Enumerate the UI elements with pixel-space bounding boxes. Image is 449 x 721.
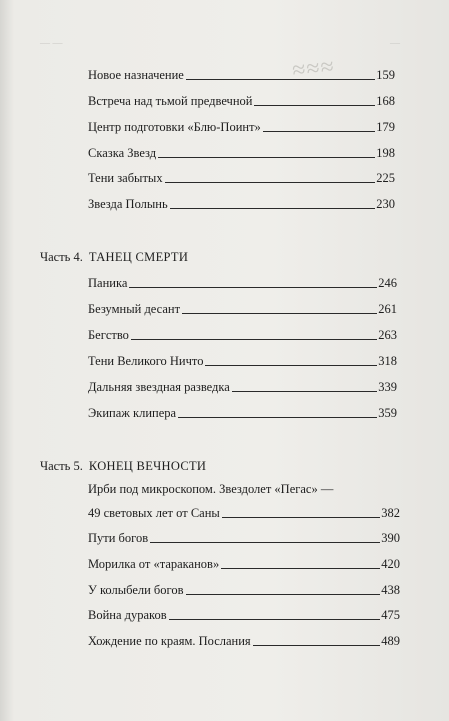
entry-page: 382 — [381, 506, 400, 520]
entry-title: Сказка Звезд — [88, 146, 157, 160]
entry-title: Звезда Полынь — [88, 197, 168, 211]
entry-title: Хождение по краям. Послания — [88, 634, 251, 648]
entry-title: Тени Великого Ничто — [88, 354, 204, 368]
entry-page: 318 — [378, 354, 397, 368]
entry-page: 438 — [381, 583, 400, 597]
entry-title: Тени забытых — [88, 171, 163, 185]
leader-line — [205, 364, 377, 366]
toc-entry — [88, 197, 395, 212]
part-label: Часть 4. — [40, 250, 83, 264]
toc-entry — [88, 557, 400, 572]
entry-title: Дальняя звездная разведка — [88, 380, 230, 394]
entry-title: Новое назначение — [88, 68, 184, 82]
entry-title: Центр подготовки «Блю-Поинт» — [88, 120, 261, 134]
part-title: КОНЕЦ ВЕЧНОСТИ — [88, 459, 207, 473]
leader-line — [169, 618, 381, 620]
toc-entry — [88, 354, 397, 369]
entry-title: Бегство — [88, 328, 129, 342]
leader-line — [182, 312, 377, 314]
toc-entry — [88, 634, 400, 649]
bleed-through-title-mark: ≈≈≈ — [290, 53, 336, 85]
entry-page: 475 — [381, 608, 400, 622]
toc-entry — [88, 68, 395, 83]
part-label: Часть 5. — [40, 459, 83, 473]
toc-entry — [88, 583, 400, 598]
entry-title: Война дураков — [88, 608, 167, 622]
toc-entry — [88, 506, 400, 521]
toc-entry — [88, 171, 395, 186]
entry-page: 390 — [381, 531, 400, 545]
bleed-through-mark-left: — — — [40, 38, 63, 49]
toc-entry — [88, 608, 400, 623]
entry-page: 179 — [376, 120, 395, 134]
entry-page: 198 — [376, 146, 395, 160]
toc-entry — [88, 380, 397, 395]
entry-title: Паника — [88, 276, 128, 290]
leader-line — [129, 286, 377, 288]
entry-page: 263 — [378, 328, 397, 342]
toc-entry — [88, 531, 400, 546]
entry-page: 420 — [381, 557, 400, 571]
entry-title: Безумный десант — [88, 302, 181, 316]
entry-title: Морилка от «тараканов» — [88, 557, 220, 571]
leader-line — [186, 593, 381, 595]
part-heading — [40, 250, 188, 265]
toc-entry — [88, 276, 397, 291]
entry-page: 168 — [376, 94, 395, 108]
leader-line — [254, 104, 375, 106]
toc-entry — [88, 302, 397, 317]
leader-line — [150, 541, 380, 543]
leader-line — [232, 390, 377, 392]
leader-line — [222, 516, 380, 518]
part-heading — [40, 459, 206, 474]
entry-title: 49 световых лет от Саны — [88, 506, 220, 520]
leader-line — [158, 156, 375, 158]
entry-title: Встреча над тьмой предвечной — [88, 94, 253, 108]
toc-entry — [88, 120, 395, 135]
leader-line — [263, 130, 375, 132]
entry-title: Экипаж клипера — [88, 406, 177, 420]
entry-page: 246 — [378, 276, 397, 290]
leader-line — [131, 338, 377, 340]
entry-page: 339 — [378, 380, 397, 394]
leader-line — [221, 567, 380, 569]
entry-title: Пути богов — [88, 531, 149, 545]
toc-entry — [88, 146, 395, 161]
leader-line — [178, 416, 377, 418]
toc-entry — [88, 328, 397, 343]
toc-entry-first-line: Ирби под микроскопом. Звездолет «Пегас» — — [88, 482, 334, 496]
entry-page: 230 — [376, 197, 395, 211]
entry-page: 225 — [376, 171, 395, 185]
part-title: ТАНЕЦ СМЕРТИ — [88, 250, 189, 264]
leader-line — [253, 644, 381, 646]
entry-page: 489 — [381, 634, 400, 648]
leader-line — [165, 181, 376, 183]
toc-entry — [88, 94, 395, 109]
leader-line — [186, 78, 375, 80]
entry-page: 159 — [376, 68, 395, 82]
entry-page: 359 — [378, 406, 397, 420]
leader-line — [170, 207, 376, 209]
entry-title: У колыбели богов — [88, 583, 184, 597]
entry-page: 261 — [378, 302, 397, 316]
toc-entry — [88, 406, 397, 421]
bleed-through-mark-right: — — [390, 38, 400, 49]
